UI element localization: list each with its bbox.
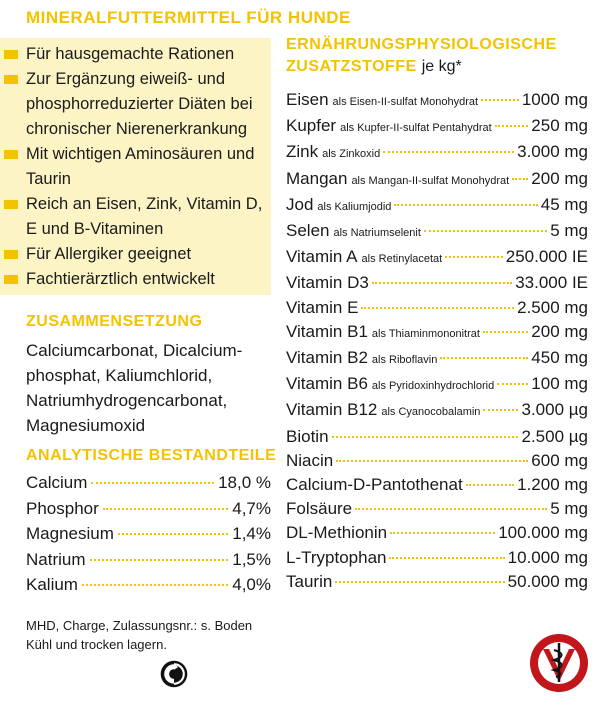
additive-row [286,521,588,545]
bullet-icon [4,200,18,209]
leader-dots [361,307,514,309]
leader-dots [383,151,514,153]
additive-row [286,320,588,346]
additive-name: Folsäure [286,499,353,519]
additive-value: 250 mg [531,116,588,136]
additive-detail: als Pyridoxinhydrochlorid [371,380,495,393]
additive-name: Vitamin B12 [286,400,378,420]
nutrient-value: 1,5% [232,549,271,569]
additive-value: 600 mg [531,450,588,470]
nutrient-value: 4,7% [232,498,271,518]
leader-dots [466,484,514,486]
leader-dots [483,409,518,411]
additive-name: Selen [286,221,330,241]
additives-unit: je kg* [421,58,462,75]
additive-row [286,497,588,521]
additives-heading [286,34,586,78]
additive-row [286,449,588,473]
leader-dots [336,460,528,462]
additive-value: 45 mg [540,194,588,214]
additive-value: 5 mg [550,221,588,241]
additive-value: 2.500 µg [521,426,588,446]
nutrient-name: Natrium [26,549,86,569]
additive-detail: als Eisen-II-sulfat Monohydrat [332,96,479,108]
additive-name: Zink [286,142,319,162]
additive-row [286,140,588,166]
additive-name: Biotin [286,426,329,446]
bullet-icon [4,50,18,59]
additive-row [286,219,588,245]
additive-name: DL-Methionin [286,523,388,543]
additive-name: Eisen [286,90,329,109]
feature-item: Reich an Eisen, Zink, Vitamin D, E und B-Vitaminen [4,192,271,242]
leader-dots [440,357,528,359]
green-dot-icon [160,660,188,688]
additive-detail: als Retinylacetat [361,253,443,266]
leader-dots [90,559,229,561]
additive-row [286,167,588,193]
additive-row [286,88,588,114]
additive-detail: als Kupfer-II-sulfat Pentahydrat [340,122,492,135]
additive-name: Taurin [286,571,333,591]
nutrient-value: 4,0% [232,575,271,594]
nutrient-name: Calcium [26,473,88,492]
nutrient-value: 1,4% [232,524,271,543]
leader-dots [512,178,528,180]
footer-note [26,616,252,654]
additive-name: Jod [286,194,314,214]
analytical-row [26,470,271,496]
leader-dots [445,256,503,258]
analytical-row [26,496,271,522]
additive-row [286,570,588,594]
additive-row [286,296,588,320]
leader-dots [389,557,504,559]
nutrient-name: Magnesium [26,524,114,543]
additive-value: 1.200 mg [517,475,588,495]
additive-detail: als Zinkoxid [322,148,381,161]
additive-value: 3.000 mg [517,142,588,162]
additive-value: 33.000 IE [515,273,588,293]
bullet-icon [4,75,18,84]
additive-row [286,473,588,497]
additive-name: Vitamin B6 [286,374,368,394]
additive-value: 250.000 IE [505,247,588,267]
feature-item: Zur Ergänzung eiweiß- und phosphorreduzierter Diäten bei chronischer Nierenerkrankung [4,67,271,142]
leader-dots [91,482,214,484]
additive-name: Vitamin B2 [286,348,368,368]
bullet-icon [4,150,18,159]
additive-row [286,398,588,424]
additive-name: Niacin [286,450,334,470]
additive-detail: als Kaliumjodid [317,200,392,213]
footer-line: Kühl und trocken lagern. [26,637,167,652]
additive-detail: als Cyanocobalamin [381,406,481,419]
leader-dots [424,230,547,232]
additive-value: 450 mg [531,348,588,368]
leader-dots [483,331,528,333]
additive-value: 100 mg [531,374,588,394]
leader-dots [335,581,504,583]
additive-value: 100.000 mg [498,523,588,543]
feature-item: Für hausgemachte Rationen [4,42,271,67]
additive-value: 200 mg [531,321,588,341]
leader-dots [103,508,228,510]
additive-value: 1000 mg [521,90,588,109]
feature-item: Fachtierärztlich entwickelt [4,267,271,292]
feature-item: Mit wichtigen Aminosäuren und Taurin [4,142,271,192]
nutrient-value: 18,0 % [218,473,271,492]
analytical-row [26,521,271,547]
additive-name: Calcium-D-Pantothenat [286,475,463,495]
leader-dots [394,204,537,206]
additive-value: 2.500 mg [517,297,588,317]
leader-dots [355,508,547,510]
footer-line: MHD, Charge, Zulassungsnr.: s. Boden [26,618,253,633]
leader-dots [332,436,519,438]
analytical-row [26,547,271,573]
leader-dots [390,532,495,534]
additive-name: Vitamin A [286,247,358,267]
leader-dots [118,533,228,535]
additive-row [286,114,588,140]
analytical-table [26,470,271,598]
additive-detail: als Mangan-II-sulfat Monohydrat [351,174,510,187]
leader-dots [481,99,519,101]
additive-value: 50.000 mg [507,571,588,591]
feature-list [0,38,271,295]
composition-text: Calciumcarbonat, Dicalcium-phosphat, Kaliumchlorid, Natriumhydrogencarbonat, Magnesiumoxid [26,341,243,435]
additive-value: 5 mg [550,499,588,519]
additive-name: L-Tryptophan [286,547,387,567]
analytical-row [26,572,271,598]
additive-value: 200 mg [531,168,588,188]
leader-dots [495,125,529,127]
bullet-icon [4,275,18,284]
nutrient-name: Kalium [26,575,78,594]
additive-value: 3.000 µg [521,400,588,420]
bullet-icon [4,250,18,259]
additive-row [286,245,588,271]
additive-row [286,546,588,570]
feature-item: Für Allergiker geeignet [4,242,271,267]
additive-detail: als Riboflavin [371,354,438,367]
additive-name: Vitamin B1 [286,321,368,341]
leader-dots [82,584,228,586]
additive-detail: als Natriumselenit [333,227,421,240]
additive-detail: als Thiaminmononitrat [371,327,480,340]
additive-name: Vitamin E [286,297,359,317]
leader-dots [372,282,512,284]
analytical-heading: ANALYTISCHE BESTANDTEILE [26,447,277,464]
vet-caduceus-logo [528,632,590,694]
product-title: MINERALFUTTERMITTEL FÜR HUNDE [26,8,351,27]
leader-dots [497,383,528,385]
additive-row [286,372,588,398]
additive-name: Vitamin D3 [286,273,369,293]
composition-heading: ZUSAMMENSETZUNG [26,313,203,330]
additive-value: 10.000 mg [507,547,588,567]
additive-name: Kupfer [286,116,337,136]
nutrient-name: Phosphor [26,498,99,518]
additives-table [286,88,588,594]
additive-row [286,425,588,449]
additive-row [286,271,588,295]
additive-row [286,346,588,372]
additive-row [286,193,588,219]
additives-title: ERNÄHRUNGSPHYSIOLOGISCHE ZUSATZSTOFFE [286,36,557,75]
additive-name: Mangan [286,168,348,188]
